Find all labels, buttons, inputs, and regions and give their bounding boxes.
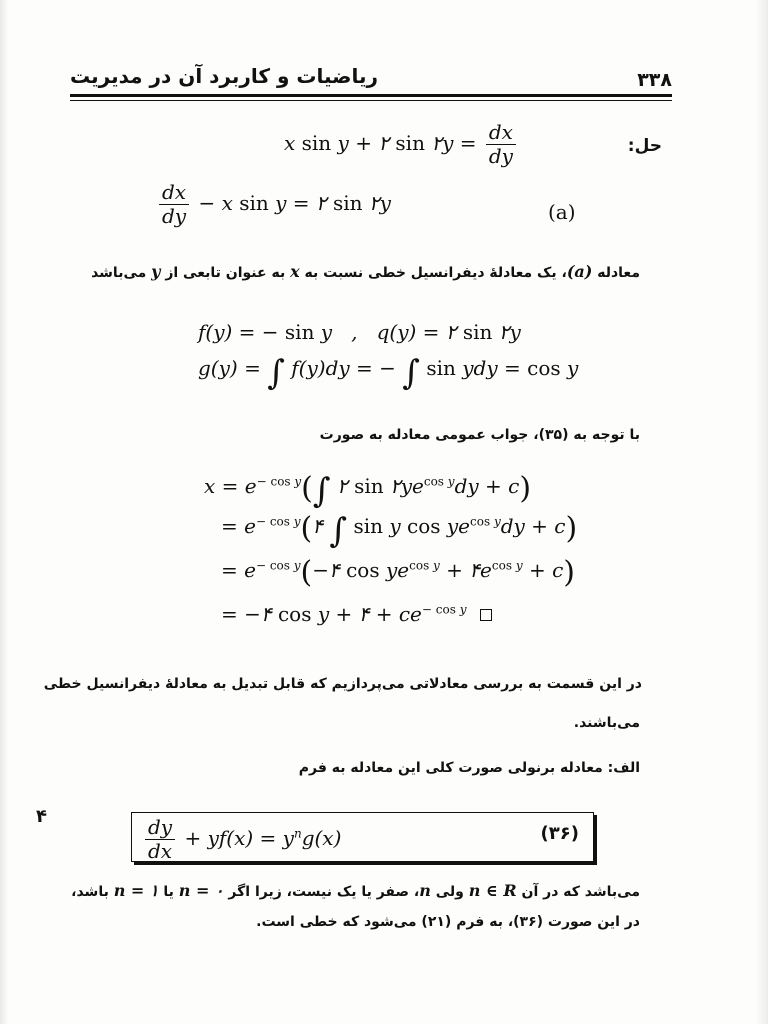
bernoulli-heading: الف: معادله برنولی صورت کلی این معادله به فرم bbox=[298, 760, 640, 776]
qed-square-icon bbox=[480, 609, 492, 621]
page-number: ۳۳۸ bbox=[637, 69, 672, 91]
equation-a-label: (a) bbox=[548, 200, 576, 224]
solution-line-3: = $e^{- cos y}(-۴$ $\cos ye^{cos y}$ + $۴e^{cos y} + c$) bbox=[221, 555, 575, 590]
header-rule bbox=[70, 94, 672, 97]
equation-1: x sin y + ۲ sin ۲y = $\frac{dx}{dy}$ bbox=[284, 122, 519, 167]
equation-a: $\frac{dx}{dy}$ − x sin y = ۲ sin ۲y bbox=[156, 182, 391, 227]
solution-line-2: = $e^{- cos y}(۴$ ∫ sin y $\cos ye^{cos y}dy + c$) bbox=[221, 511, 578, 551]
bernoulli-equation-box bbox=[131, 812, 594, 862]
margin-mark: ۴ bbox=[36, 806, 47, 827]
scan-edge bbox=[0, 0, 8, 1024]
paragraph-bernoulli-condition: می‌باشد که در آن n ∈ R ولی n، صفر یا یک نیست، زیرا اگر n = ۰ یا n = ۱ باشد، bbox=[71, 881, 640, 900]
running-title: ریاضیات و کاربرد آن در مدیریت bbox=[70, 64, 379, 88]
solution-line-4: = −۴ cos y + ۴ + $ce^{- cos y}$ bbox=[221, 602, 492, 626]
bernoulli-equation: $\frac{dy}{dx}$ + $yf(x) = y^ng(x)$ bbox=[142, 817, 341, 862]
solution-label: حل: bbox=[627, 136, 662, 156]
equation-g: g(y) = ∫ f(y)dy = − ∫ sin ydy = cos y bbox=[198, 353, 579, 393]
paragraph-intro: در این قسمت به بررسی معادلاتی می‌پردازیم که قابل تبدیل به معادلهٔ دیفرانسیل خطی bbox=[43, 676, 642, 692]
solution-line-1: $x = e^{- cos y}(\int$ ۲ $\sin ۲ye^{cos y}dy + c$) bbox=[204, 471, 532, 511]
paragraph-linear-equation: معادله (a)، یک معادلهٔ دیفرانسیل خطی نسبت به x به عنوان تابعی از y می‌باشد bbox=[91, 262, 640, 281]
header-rule-thin bbox=[70, 100, 672, 101]
equation-f-q: f(y) = − sin y , q(y) = ۲ sin ۲y bbox=[198, 320, 521, 344]
paragraph-bernoulli-linear: در این صورت (۳۶)، به فرم (۲۱) می‌شود که خطی است. bbox=[256, 914, 640, 930]
paragraph-intro-cont: می‌باشند. bbox=[573, 715, 640, 731]
equation-number: (۳۶) bbox=[540, 823, 579, 844]
scan-edge bbox=[756, 0, 768, 1024]
paragraph-general-solution: با توجه به (۳۵)، جواب عمومی معادله به صورت bbox=[319, 427, 640, 443]
